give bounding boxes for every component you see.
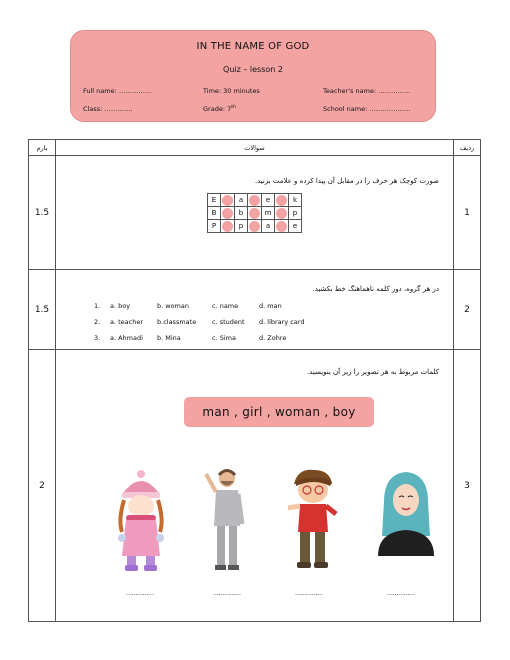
option-d[interactable]: d. library card	[259, 318, 305, 326]
cap-letter: E	[208, 194, 221, 207]
row-header: ردیف	[454, 140, 481, 156]
answer-blank-4[interactable]: ……………	[387, 590, 415, 597]
answer-circle[interactable]	[275, 194, 289, 207]
question-row-2	[29, 270, 481, 350]
option-c[interactable]: c. name	[212, 302, 239, 310]
grade-text: Grade: 7	[203, 105, 232, 114]
option-a[interactable]: a. teacher	[110, 318, 144, 326]
option-c[interactable]: c. Sima	[212, 334, 236, 342]
cap-letter: B	[208, 207, 221, 220]
time-field: Time: 30 minutes	[203, 87, 260, 95]
man-picture	[204, 468, 248, 572]
q1-body	[56, 156, 454, 270]
answer-circle[interactable]	[248, 220, 262, 233]
score-header: بارم	[29, 140, 56, 156]
answer-circle[interactable]	[221, 207, 235, 220]
small-letter: p	[289, 207, 302, 220]
word-bank: man , girl , woman , boy	[184, 397, 374, 427]
option-b[interactable]: b. Mina	[157, 334, 181, 342]
q1-instruction: صورت کوچک هر حرف را در مقابل آن پیدا کرده و علامت بزنید.	[254, 177, 439, 185]
small-letter: k	[289, 194, 302, 207]
question-row-3	[29, 350, 481, 622]
answer-circle[interactable]	[275, 207, 289, 220]
grade-suffix: th	[231, 105, 236, 110]
q2-score: 1.5	[29, 270, 56, 350]
cap-letter: P	[208, 220, 221, 233]
answer-circle[interactable]	[221, 194, 235, 207]
grade-field	[203, 105, 236, 113]
q1-score: 1.5	[29, 156, 56, 270]
q3-score: 2	[29, 350, 56, 622]
small-letter: e	[289, 220, 302, 233]
quiz-header	[70, 30, 436, 122]
q2-instruction: در هر گروه، دور کلمه ناهماهنگ خط بکشید.	[312, 285, 439, 293]
item-number: 2.	[94, 318, 101, 326]
full-name-field: Full name: ……………	[83, 87, 152, 95]
small-letter: p	[235, 220, 248, 233]
school-name-field: School name: ……………….	[323, 105, 411, 113]
q1-row-number: 1	[454, 156, 481, 270]
q2-row-number: 2	[454, 270, 481, 350]
table-header-row	[29, 140, 481, 156]
option-d[interactable]: d. man	[259, 302, 282, 310]
answer-circle[interactable]	[275, 220, 289, 233]
header-title: IN THE NAME OF GOD	[196, 41, 310, 52]
q2-line-1	[94, 302, 100, 310]
small-letter: a	[235, 194, 248, 207]
answer-blank-2[interactable]: ……………	[213, 590, 241, 597]
option-b[interactable]: b. woman	[157, 302, 189, 310]
option-b[interactable]: b.classmate	[157, 318, 197, 326]
option-a[interactable]: a. boy	[110, 302, 131, 310]
q2-line-3	[94, 334, 100, 342]
header-subtitle: Quiz – lesson 2	[223, 65, 283, 74]
option-c[interactable]: c. student	[212, 318, 245, 326]
boy-picture	[284, 468, 340, 572]
q3-body	[56, 350, 454, 622]
question-row-1	[29, 156, 481, 270]
answer-circle[interactable]	[248, 194, 262, 207]
woman-picture	[374, 470, 438, 556]
answer-circle[interactable]	[221, 220, 235, 233]
q3-row-number: 3	[454, 350, 481, 622]
teacher-name-field: Teacher's name: ……………	[323, 87, 411, 95]
answer-blank-1[interactable]: ……………	[126, 590, 154, 597]
small-letter: m	[262, 207, 275, 220]
letters-grid	[207, 193, 302, 233]
answer-circle[interactable]	[248, 207, 262, 220]
small-letter: e	[262, 194, 275, 207]
q2-body	[56, 270, 454, 350]
q2-line-2	[94, 318, 100, 326]
questions-header: سوالات	[56, 140, 454, 156]
class-field: Class: ………….	[83, 105, 133, 113]
girl-picture	[112, 470, 170, 572]
q3-instruction: کلمات مربوط به هر تصویر را زیر آن بنویسید.	[306, 368, 439, 376]
option-d[interactable]: d. Zohre	[259, 334, 287, 342]
questions-table	[28, 139, 481, 622]
option-a[interactable]: a. Ahmadi	[110, 334, 143, 342]
small-letter: a	[262, 220, 275, 233]
answer-blank-3[interactable]: ……………	[295, 590, 323, 597]
small-letter: b	[235, 207, 248, 220]
item-number: 3.	[94, 334, 101, 342]
item-number: 1.	[94, 302, 101, 310]
